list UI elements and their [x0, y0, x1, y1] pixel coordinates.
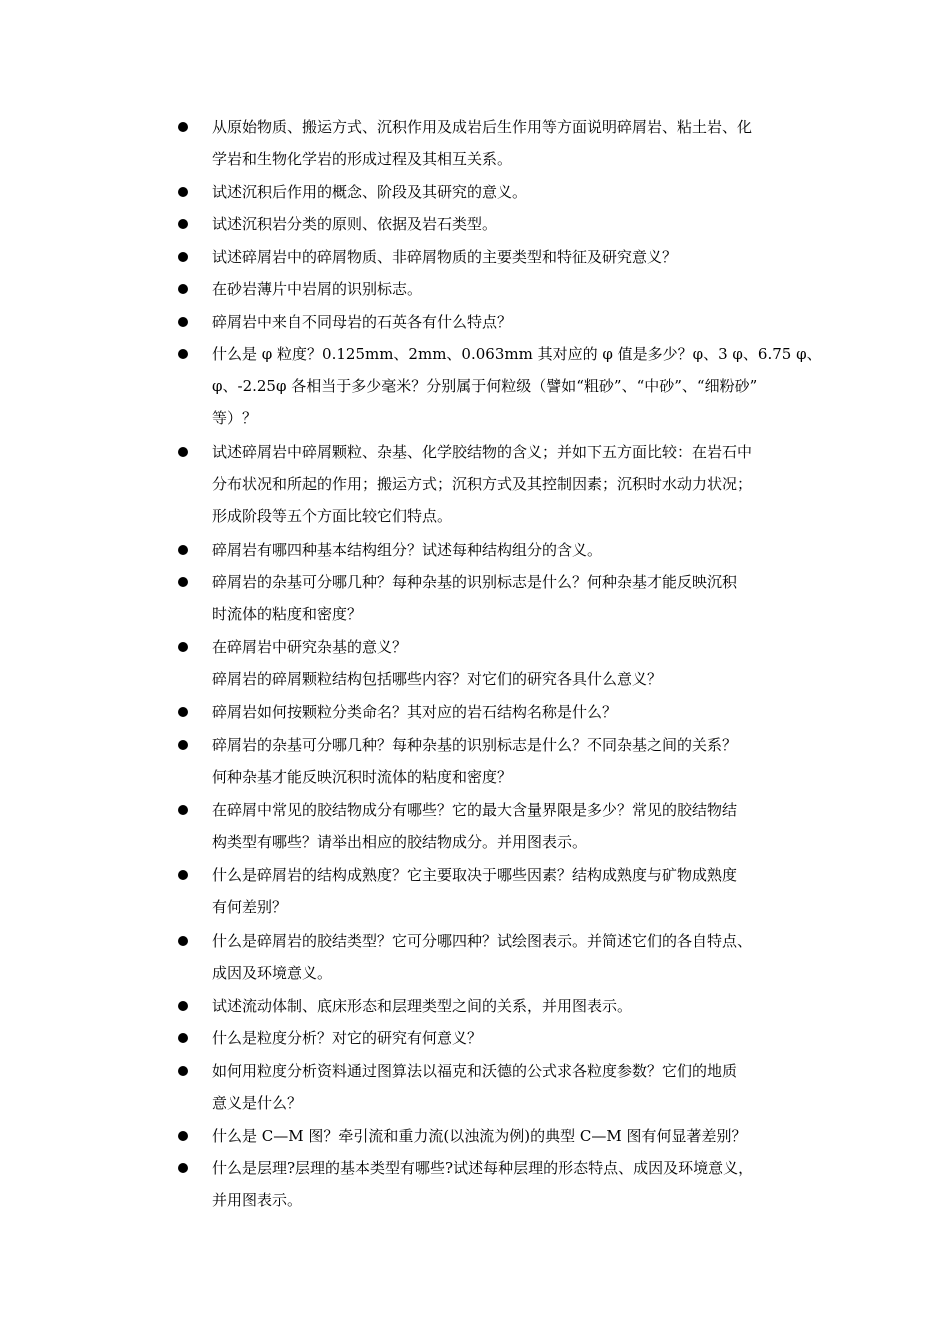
list-item-line: 试述碎屑岩中的碎屑物质、非碎屑物质的主要类型和特征及研究意义？	[212, 248, 678, 266]
list-item-line: 碎屑岩的杂基可分哪几种？每种杂基的识别标志是什么？不同杂基之间的关系？	[212, 736, 738, 754]
list-bullet	[178, 805, 188, 815]
list-item-line: 什么是粒度分析？对它的研究有何意义？	[212, 1029, 483, 1047]
list-item	[212, 1152, 812, 1216]
list-bullet	[178, 870, 188, 880]
list-bullet	[178, 1131, 188, 1141]
list-item-line: 碎屑岩有哪四种基本结构组分？试述每种结构组分的含义。	[212, 541, 603, 559]
list-item	[212, 436, 812, 532]
list-item	[212, 241, 812, 273]
list-item	[212, 534, 812, 566]
list-item-line: 等）？	[212, 409, 258, 427]
list-bullet	[178, 707, 188, 717]
list-item-line: 什么是碎屑岩的胶结类型？它可分哪四种？试绘图表示。并简述它们的各自特点、	[212, 932, 753, 950]
list-item-line: 在碎屑岩中研究杂基的意义？	[212, 638, 408, 656]
list-item	[212, 729, 812, 793]
list-bullet	[178, 349, 188, 359]
list-item	[212, 111, 812, 175]
list-item	[212, 566, 812, 630]
list-item	[212, 176, 812, 208]
list-item-line: 碎屑岩的碎屑颗粒结构包括哪些内容？对它们的研究各具什么意义？	[212, 670, 663, 688]
list-item-line: 试述沉积后作用的概念、阶段及其研究的意义。	[212, 183, 528, 201]
list-item-line: 构类型有哪些？请举出相应的胶结物成分。并用图表示。	[212, 833, 588, 851]
list-item	[212, 631, 812, 695]
list-bullet	[178, 187, 188, 197]
list-item	[212, 338, 822, 434]
list-item-line: 成因及环境意义。	[212, 964, 333, 982]
list-item	[212, 990, 812, 1022]
list-bullet	[178, 122, 188, 132]
list-item	[212, 273, 812, 305]
list-item-line: 什么是 C—M 图？牵引流和重力流(以浊流为例)的典型 C—M 图有何显著差别？	[212, 1127, 747, 1145]
list-bullet	[178, 447, 188, 457]
list-item-line: 试述沉积岩分类的原则、依据及岩石类型。	[212, 215, 498, 233]
list-item-line: 试述碎屑岩中碎屑颗粒、杂基、化学胶结物的含义；并如下五方面比较：在岩石中	[212, 443, 753, 461]
list-bullet	[178, 1033, 188, 1043]
list-item-line: 时流体的粘度和密度？	[212, 605, 363, 623]
list-item-line: φ、-2.25φ 各相当于多少毫米？分别属于何粒级（譬如“粗砂”、“中砂”、“细粉砂”	[212, 377, 758, 395]
list-bullet	[178, 252, 188, 262]
list-item-line: 碎屑岩如何按颗粒分类命名？其对应的岩石结构名称是什么？	[212, 703, 618, 721]
list-item	[212, 208, 812, 240]
list-item-line: 试述流动体制、底床形态和层理类型之间的关系，并用图表示。	[212, 997, 633, 1015]
list-item-line: 在砂岩薄片中岩屑的识别标志。	[212, 280, 423, 298]
list-bullet	[178, 284, 188, 294]
list-item-line: 碎屑岩中来自不同母岩的石英各有什么特点？	[212, 313, 513, 331]
list-item	[212, 1120, 812, 1152]
list-item-line: 分布状况和所起的作用；搬运方式；沉积方式及其控制因素；沉积时水动力状况；	[212, 475, 753, 493]
list-bullet	[178, 1001, 188, 1011]
list-item	[212, 859, 812, 923]
list-bullet	[178, 577, 188, 587]
list-item	[212, 306, 812, 338]
list-item-line: 什么是碎屑岩的结构成熟度？它主要取决于哪些因素？结构成熟度与矿物成熟度	[212, 866, 738, 884]
list-bullet	[178, 936, 188, 946]
list-bullet	[178, 545, 188, 555]
list-item-line: 从原始物质、搬运方式、沉积作用及成岩后生作用等方面说明碎屑岩、粘土岩、化	[212, 118, 753, 136]
list-item	[212, 925, 812, 989]
list-bullet	[178, 1066, 188, 1076]
list-item-line: 什么是 φ 粒度？0.125mm、2mm、0.063mm 其对应的 φ 值是多少？φ、3 φ、6.75 φ、	[212, 345, 822, 363]
list-bullet	[178, 317, 188, 327]
list-item-line: 形成阶段等五个方面比较它们特点。	[212, 507, 453, 525]
list-bullet	[178, 740, 188, 750]
list-item	[212, 1022, 812, 1054]
list-item-line: 意义是什么？	[212, 1094, 303, 1112]
list-item-line: 碎屑岩的杂基可分哪几种？每种杂基的识别标志是什么？何种杂基才能反映沉积	[212, 573, 738, 591]
list-item-line: 如何用粒度分析资料通过图算法以福克和沃德的公式求各粒度参数？它们的地质	[212, 1062, 738, 1080]
list-item-line: 什么是层理?层理的基本类型有哪些?试述每种层理的形态特点、成因及环境意义，	[212, 1159, 754, 1177]
list-item	[212, 794, 812, 858]
list-item-line: 学岩和生物化学岩的形成过程及其相互关系。	[212, 150, 513, 168]
list-item-line: 何种杂基才能反映沉积时流体的粘度和密度？	[212, 768, 513, 786]
list-bullet	[178, 219, 188, 229]
list-item-line: 并用图表示。	[212, 1191, 303, 1209]
list-bullet	[178, 642, 188, 652]
list-item-line: 在碎屑中常见的胶结物成分有哪些？它的最大含量界限是多少？常见的胶结物结	[212, 801, 738, 819]
list-item-line: 有何差别？	[212, 898, 288, 916]
list-bullet	[178, 1163, 188, 1173]
list-item	[212, 1055, 812, 1119]
list-item	[212, 696, 812, 728]
